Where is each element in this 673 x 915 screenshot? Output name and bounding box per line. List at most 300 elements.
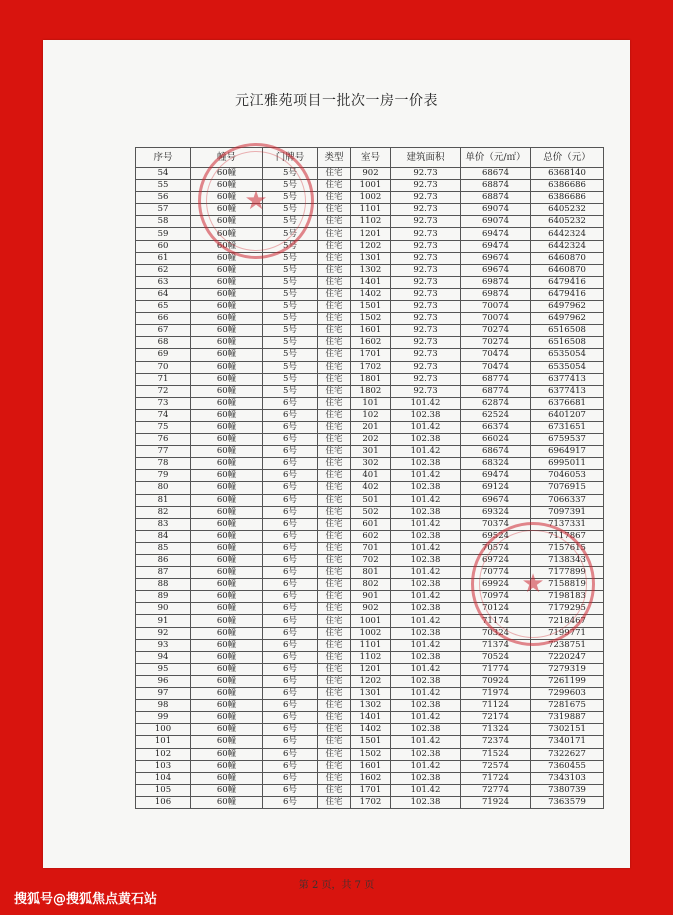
table-row (136, 228, 604, 240)
table-cell: 60幢 (191, 204, 263, 216)
table-cell: 85 (136, 542, 191, 554)
table-cell: 101.42 (391, 567, 461, 579)
table-cell: 102.38 (391, 555, 461, 567)
table-cell: 69674 (461, 494, 531, 506)
table-cell: 92.73 (391, 228, 461, 240)
table-cell: 502 (351, 506, 391, 518)
table-cell: 92.73 (391, 337, 461, 349)
table-cell: 7302151 (531, 724, 604, 736)
table-cell: 1802 (351, 385, 391, 397)
table-cell: 72 (136, 385, 191, 397)
table-row (136, 301, 604, 313)
table-cell: 1002 (351, 627, 391, 639)
table-cell: 94 (136, 651, 191, 663)
table-cell: 102.38 (391, 603, 461, 615)
table-cell: 60幢 (191, 470, 263, 482)
table-cell: 7097391 (531, 506, 604, 518)
table-cell: 7238751 (531, 639, 604, 651)
table-cell: 7380739 (531, 784, 604, 796)
table-cell: 住宅 (318, 349, 351, 361)
table-cell: 6377413 (531, 373, 604, 385)
table-cell: 55 (136, 180, 191, 192)
table-cell: 1102 (351, 216, 391, 228)
table-cell: 1702 (351, 361, 391, 373)
table-cell: 5号 (263, 301, 318, 313)
table-cell: 1101 (351, 639, 391, 651)
table-cell: 住宅 (318, 518, 351, 530)
table-cell: 1501 (351, 301, 391, 313)
table-cell: 92.73 (391, 168, 461, 180)
table-cell: 5号 (263, 373, 318, 385)
table-row (136, 555, 604, 567)
table-row (136, 434, 604, 446)
table-cell: 6号 (263, 518, 318, 530)
table-cell: 住宅 (318, 796, 351, 808)
table-cell: 6460870 (531, 252, 604, 264)
table-cell: 102.38 (391, 530, 461, 542)
table-cell: 101.42 (391, 494, 461, 506)
table-cell: 住宅 (318, 748, 351, 760)
table-cell: 住宅 (318, 276, 351, 288)
table-row (136, 180, 604, 192)
table-cell: 5号 (263, 349, 318, 361)
table-cell: 60幢 (191, 180, 263, 192)
table-cell: 住宅 (318, 264, 351, 276)
table-cell: 住宅 (318, 615, 351, 627)
table-cell: 60幢 (191, 397, 263, 409)
table-cell: 63 (136, 276, 191, 288)
table-cell: 101.42 (391, 784, 461, 796)
table-cell: 69324 (461, 506, 531, 518)
table-cell: 60幢 (191, 421, 263, 433)
table-cell: 6377413 (531, 385, 604, 397)
table-cell: 901 (351, 591, 391, 603)
table-cell: 住宅 (318, 591, 351, 603)
table-cell: 102.38 (391, 748, 461, 760)
table-row (136, 494, 604, 506)
table-cell: 101.42 (391, 591, 461, 603)
table-cell: 1301 (351, 688, 391, 700)
table-row (136, 724, 604, 736)
table-cell: 101 (351, 397, 391, 409)
table-cell: 102.38 (391, 651, 461, 663)
table-cell: 住宅 (318, 663, 351, 675)
table-cell: 92.73 (391, 361, 461, 373)
table-cell: 7299603 (531, 688, 604, 700)
table-cell: 住宅 (318, 603, 351, 615)
table-cell: 1302 (351, 264, 391, 276)
table-cell: 6号 (263, 409, 318, 421)
table-cell: 71924 (461, 796, 531, 808)
table-cell: 102.38 (391, 675, 461, 687)
table-cell: 68774 (461, 373, 531, 385)
table-cell: 86 (136, 555, 191, 567)
table-cell: 92.73 (391, 180, 461, 192)
table-cell: 58 (136, 216, 191, 228)
column-header: 类型 (318, 148, 351, 168)
table-cell: 69 (136, 349, 191, 361)
table-cell: 92.73 (391, 373, 461, 385)
table-cell: 住宅 (318, 228, 351, 240)
table-cell: 1002 (351, 192, 391, 204)
column-header: 建筑面积 (391, 148, 461, 168)
table-cell: 60幢 (191, 264, 263, 276)
table-cell: 80 (136, 482, 191, 494)
table-cell: 7360455 (531, 760, 604, 772)
table-row (136, 518, 604, 530)
table-cell: 5号 (263, 313, 318, 325)
table-cell: 住宅 (318, 434, 351, 446)
table-cell: 住宅 (318, 651, 351, 663)
table-cell: 101.42 (391, 518, 461, 530)
table-cell: 92.73 (391, 192, 461, 204)
table-cell: 68874 (461, 192, 531, 204)
table-cell: 71974 (461, 688, 531, 700)
table-cell: 7281675 (531, 700, 604, 712)
table-cell: 6405232 (531, 204, 604, 216)
table-cell: 102 (351, 409, 391, 421)
table-cell: 住宅 (318, 736, 351, 748)
table-cell: 住宅 (318, 567, 351, 579)
table-cell: 6号 (263, 712, 318, 724)
table-cell: 66 (136, 313, 191, 325)
table-cell: 102.38 (391, 579, 461, 591)
table-row (136, 313, 604, 325)
table-row (136, 409, 604, 421)
table-cell: 83 (136, 518, 191, 530)
table-cell: 住宅 (318, 458, 351, 470)
table-cell: 69474 (461, 228, 531, 240)
table-cell: 501 (351, 494, 391, 506)
table-cell: 6号 (263, 724, 318, 736)
table-cell: 60幢 (191, 663, 263, 675)
page-footer: 第 2 页，共 7 页 (298, 880, 375, 891)
table-cell: 60幢 (191, 518, 263, 530)
table-cell: 60幢 (191, 337, 263, 349)
table-cell: 72374 (461, 736, 531, 748)
table-cell: 91 (136, 615, 191, 627)
table-cell: 69924 (461, 579, 531, 591)
table-row (136, 784, 604, 796)
table-cell: 68774 (461, 385, 531, 397)
table-cell: 住宅 (318, 168, 351, 180)
table-cell: 101.42 (391, 712, 461, 724)
table-cell: 101.42 (391, 615, 461, 627)
table-row (136, 276, 604, 288)
table-cell: 92.73 (391, 325, 461, 337)
table-cell: 92.73 (391, 204, 461, 216)
table-cell: 1001 (351, 180, 391, 192)
table-cell: 102.38 (391, 724, 461, 736)
table-cell: 69874 (461, 288, 531, 300)
table-cell: 6442324 (531, 240, 604, 252)
table-cell: 5号 (263, 180, 318, 192)
table-cell: 5号 (263, 337, 318, 349)
table-cell: 1201 (351, 228, 391, 240)
table-cell: 住宅 (318, 627, 351, 639)
table-cell: 住宅 (318, 688, 351, 700)
table-cell: 90 (136, 603, 191, 615)
table-cell: 6368140 (531, 168, 604, 180)
table-cell: 70924 (461, 675, 531, 687)
table-cell: 60幢 (191, 760, 263, 772)
table-cell: 54 (136, 168, 191, 180)
table-cell: 60幢 (191, 748, 263, 760)
table-cell: 69474 (461, 240, 531, 252)
table-cell: 7319887 (531, 712, 604, 724)
table-cell: 70574 (461, 542, 531, 554)
table-cell: 101.42 (391, 421, 461, 433)
table-row (136, 579, 604, 591)
table-row (136, 458, 604, 470)
table-row (136, 603, 604, 615)
table-cell: 101.42 (391, 663, 461, 675)
table-cell: 6497962 (531, 313, 604, 325)
table-header-row (136, 148, 604, 168)
table-cell: 70074 (461, 301, 531, 313)
column-header: 门牌号 (263, 148, 318, 168)
table-cell: 902 (351, 603, 391, 615)
table-cell: 6号 (263, 760, 318, 772)
table-cell: 75 (136, 421, 191, 433)
table-cell: 59 (136, 228, 191, 240)
table-cell: 7138343 (531, 555, 604, 567)
table-cell: 102 (136, 748, 191, 760)
table-cell: 住宅 (318, 579, 351, 591)
table-cell: 6号 (263, 567, 318, 579)
table-cell: 702 (351, 555, 391, 567)
official-seal: ★ (198, 143, 314, 259)
table-row (136, 373, 604, 385)
table-cell: 6401207 (531, 409, 604, 421)
table-cell: 60幢 (191, 385, 263, 397)
table-cell: 住宅 (318, 530, 351, 542)
table-cell: 73 (136, 397, 191, 409)
table-cell: 101.42 (391, 736, 461, 748)
table-cell: 60幢 (191, 651, 263, 663)
table-row (136, 736, 604, 748)
table-row (136, 772, 604, 784)
table-cell: 6535054 (531, 349, 604, 361)
table-cell: 102.38 (391, 506, 461, 518)
table-cell: 5号 (263, 168, 318, 180)
table-cell: 1702 (351, 796, 391, 808)
table-cell: 62874 (461, 397, 531, 409)
table-cell: 6号 (263, 603, 318, 615)
table-cell: 71124 (461, 700, 531, 712)
table-cell: 70 (136, 361, 191, 373)
table-cell: 105 (136, 784, 191, 796)
table-cell: 71524 (461, 748, 531, 760)
table-cell: 101.42 (391, 470, 461, 482)
table-cell: 69474 (461, 470, 531, 482)
table-row (136, 542, 604, 554)
table-cell: 6号 (263, 421, 318, 433)
table-cell: 6号 (263, 446, 318, 458)
table-row (136, 615, 604, 627)
table-cell: 6号 (263, 688, 318, 700)
table-cell: 5号 (263, 216, 318, 228)
table-row (136, 760, 604, 772)
table-cell: 60幢 (191, 301, 263, 313)
table-cell: 60幢 (191, 736, 263, 748)
table-cell: 60幢 (191, 506, 263, 518)
table-cell: 1602 (351, 772, 391, 784)
table-cell: 69524 (461, 530, 531, 542)
table-cell: 60幢 (191, 530, 263, 542)
table-cell: 302 (351, 458, 391, 470)
table-cell: 60幢 (191, 216, 263, 228)
table-cell: 住宅 (318, 506, 351, 518)
table-cell: 住宅 (318, 494, 351, 506)
table-cell: 1601 (351, 760, 391, 772)
table-cell: 5号 (263, 228, 318, 240)
table-cell: 6759537 (531, 434, 604, 446)
table-cell: 6号 (263, 627, 318, 639)
table-cell: 92.73 (391, 264, 461, 276)
table-row (136, 421, 604, 433)
table-cell: 60幢 (191, 168, 263, 180)
table-cell: 住宅 (318, 397, 351, 409)
table-cell: 60幢 (191, 361, 263, 373)
table-cell: 6号 (263, 555, 318, 567)
table-cell: 住宅 (318, 639, 351, 651)
table-cell: 70124 (461, 603, 531, 615)
table-cell: 69074 (461, 204, 531, 216)
table-cell: 6995011 (531, 458, 604, 470)
table-cell: 7137331 (531, 518, 604, 530)
table-cell: 6号 (263, 748, 318, 760)
table-cell: 104 (136, 772, 191, 784)
table-cell: 71 (136, 373, 191, 385)
table-cell: 6376681 (531, 397, 604, 409)
table-cell: 住宅 (318, 675, 351, 687)
table-cell: 住宅 (318, 373, 351, 385)
table-cell: 住宅 (318, 712, 351, 724)
table-cell: 5号 (263, 385, 318, 397)
table-cell: 住宅 (318, 361, 351, 373)
table-cell: 住宅 (318, 724, 351, 736)
table-cell: 6405232 (531, 216, 604, 228)
table-row (136, 567, 604, 579)
table-cell: 6号 (263, 470, 318, 482)
table-cell: 69674 (461, 264, 531, 276)
table-cell: 68674 (461, 168, 531, 180)
table-cell: 7198183 (531, 591, 604, 603)
table-cell: 5号 (263, 192, 318, 204)
table-cell: 70274 (461, 325, 531, 337)
table-cell: 70074 (461, 313, 531, 325)
document-page (43, 40, 630, 891)
table-cell: 101.42 (391, 542, 461, 554)
table-cell: 7179295 (531, 603, 604, 615)
table-cell: 96 (136, 675, 191, 687)
table-cell: 60幢 (191, 494, 263, 506)
table-cell: 1202 (351, 240, 391, 252)
table-row (136, 325, 604, 337)
table-cell: 5号 (263, 325, 318, 337)
table-cell: 住宅 (318, 446, 351, 458)
table-cell: 1401 (351, 712, 391, 724)
table-cell: 住宅 (318, 409, 351, 421)
table-cell: 77 (136, 446, 191, 458)
table-cell: 65 (136, 301, 191, 313)
table-cell: 68874 (461, 180, 531, 192)
table-cell: 60幢 (191, 288, 263, 300)
table-cell: 1301 (351, 252, 391, 264)
table-cell: 1601 (351, 325, 391, 337)
table-cell: 6号 (263, 494, 318, 506)
table-row (136, 264, 604, 276)
table-cell: 7177899 (531, 567, 604, 579)
table-row (136, 240, 604, 252)
table-cell: 6号 (263, 700, 318, 712)
table-row (136, 748, 604, 760)
table-cell: 64 (136, 288, 191, 300)
table-cell: 102.38 (391, 700, 461, 712)
table-cell: 92.73 (391, 301, 461, 313)
table-cell: 5号 (263, 264, 318, 276)
table-row (136, 192, 604, 204)
table-cell: 103 (136, 760, 191, 772)
table-cell: 5号 (263, 288, 318, 300)
table-cell: 1502 (351, 313, 391, 325)
table-cell: 6460870 (531, 264, 604, 276)
table-cell: 住宅 (318, 760, 351, 772)
table-row (136, 591, 604, 603)
table-cell: 87 (136, 567, 191, 579)
table-cell: 6号 (263, 397, 318, 409)
table-cell: 6号 (263, 591, 318, 603)
table-cell: 76 (136, 434, 191, 446)
table-row (136, 651, 604, 663)
table-cell: 5号 (263, 252, 318, 264)
table-cell: 70474 (461, 361, 531, 373)
table-cell: 201 (351, 421, 391, 433)
table-cell: 68 (136, 337, 191, 349)
table-cell: 70374 (461, 518, 531, 530)
table-row (136, 361, 604, 373)
table-cell: 68324 (461, 458, 531, 470)
table-cell: 1402 (351, 288, 391, 300)
table-row (136, 349, 604, 361)
table-cell: 102.38 (391, 434, 461, 446)
table-row (136, 337, 604, 349)
table-cell: 6497962 (531, 301, 604, 313)
table-cell: 60幢 (191, 712, 263, 724)
table-cell: 5号 (263, 276, 318, 288)
table-cell: 7279319 (531, 663, 604, 675)
table-cell: 92.73 (391, 313, 461, 325)
table-cell: 100 (136, 724, 191, 736)
table-cell: 6731651 (531, 421, 604, 433)
table-cell: 71174 (461, 615, 531, 627)
table-cell: 101.42 (391, 397, 461, 409)
table-cell: 6号 (263, 796, 318, 808)
table-cell: 6号 (263, 736, 318, 748)
table-cell: 住宅 (318, 784, 351, 796)
column-header: 序号 (136, 148, 191, 168)
table-cell: 6号 (263, 651, 318, 663)
table-cell: 92.73 (391, 385, 461, 397)
table-cell: 60幢 (191, 615, 263, 627)
table-cell: 6386686 (531, 192, 604, 204)
official-seal: ★ (471, 522, 595, 646)
table-cell: 69074 (461, 216, 531, 228)
table-cell: 92 (136, 627, 191, 639)
table-cell: 70274 (461, 337, 531, 349)
table-cell: 102.38 (391, 627, 461, 639)
